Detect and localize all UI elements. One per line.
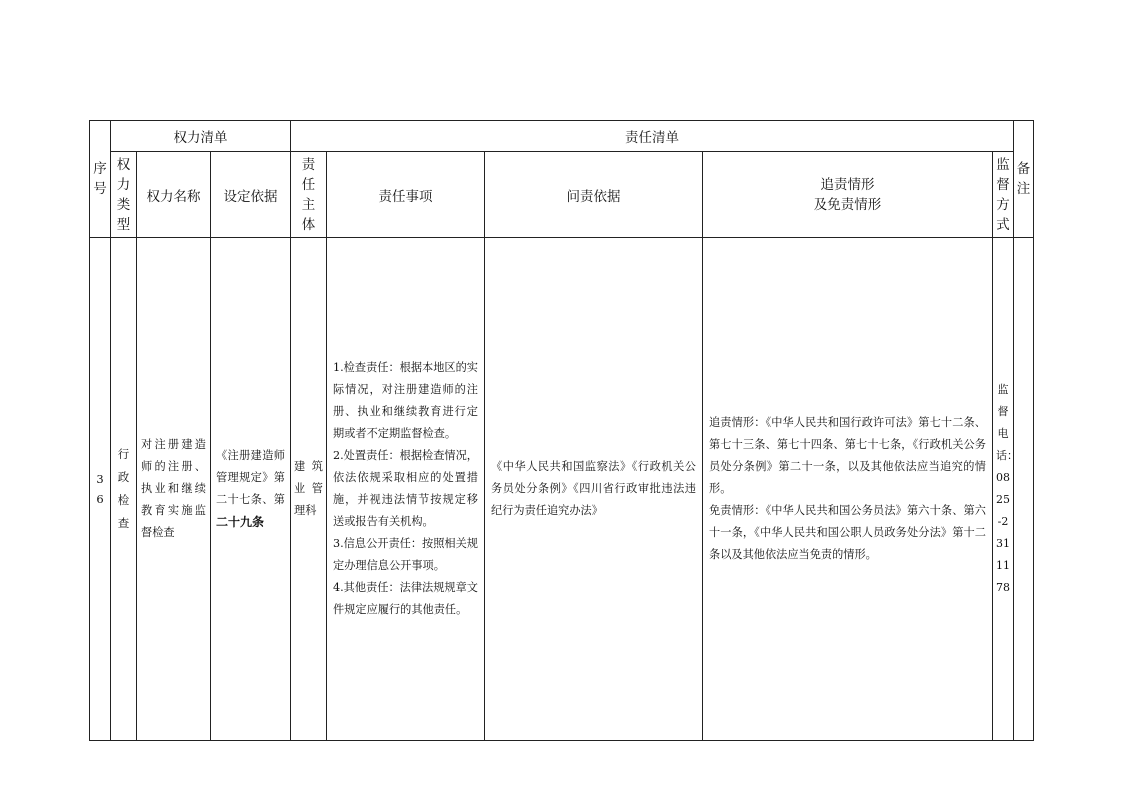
row-power-name (137, 238, 210, 740)
header-account-basis (485, 152, 702, 237)
row-basis-text: 《注册建造师管理规定》第二十七条、第 (216, 448, 285, 506)
header-pursue-line1: 追责情形 (820, 176, 875, 193)
row-basis (211, 238, 290, 740)
header-power-name (137, 152, 210, 237)
row-seq-text: 36 (96, 472, 104, 506)
row-power-name-text: 对注册建造师的注册、执业和继续教育实施监督检查 (141, 438, 206, 539)
header-responsibility-list (291, 121, 1013, 151)
header-power-name-text: 权力名称 (146, 188, 201, 205)
header-responsibility-list-text: 责任清单 (625, 130, 679, 146)
header-pursue-line2: 及免责情形 (813, 196, 882, 213)
row-pursue-text: 追责情形：《中华人民共和国行政许可法》第七十二条、第七十三条、第七十四条、第七十七条，《行政机关公务员处分条例》第二十一条，以及其他依法应当追究的情形。 免责情形：《中华人民共和国公务员法》第六十条、第六十一条，《中华人民共和国公职人员政务处分法》第十二条以及其他依法应当免责的情形。 (709, 416, 986, 561)
row-supervise-text: 监督电话：0825-2311178 (996, 383, 1018, 594)
row-subject (291, 238, 326, 740)
header-basis (211, 152, 290, 237)
header-subject (291, 152, 326, 237)
row-power-type (111, 238, 136, 740)
row-remark (1014, 238, 1033, 740)
header-power-list (111, 121, 290, 151)
header-pursue (703, 152, 992, 237)
header-items-text: 责任事项 (378, 188, 433, 205)
header-supervise-text: 监督方式 (996, 156, 1010, 233)
row-items (327, 238, 484, 740)
row-items-text: 1.检查责任：根据本地区的实际情况，对注册建造师的注册、执业和继续教育进行定期或者不定期监督检查。 2.处置责任：根据检查情况，依法依规采取相应的处置措施，并视违法情节按规定移送或报告有关机构。 3.信息公开责任：按照相关规定办理信息公开事项。 4.其他责任：法律法规规章文件规定应履行的其他责任。 (333, 361, 478, 616)
header-remark-text: 备注 (1016, 161, 1031, 197)
header-seq (90, 121, 110, 237)
header-power-type (111, 152, 136, 237)
row-account-basis (485, 238, 702, 740)
header-power-list-text: 权力清单 (173, 130, 228, 146)
header-subject-text: 责任主体 (301, 156, 316, 233)
header-items (327, 152, 484, 237)
row-power-type-text: 行政检查 (117, 447, 130, 530)
header-account-basis-text: 问责依据 (566, 188, 621, 205)
row-subject-text: 建筑业管理科 (294, 460, 323, 517)
row-supervise (993, 238, 1018, 740)
header-basis-text: 设定依据 (223, 188, 278, 205)
row-account-basis-text: 《中华人民共和国监察法》《行政机关公务员处分条例》《四川省行政审批违法违纪行为责任追究办法》 (491, 460, 696, 517)
row-basis-wrap (216, 445, 285, 534)
header-seq-text: 序号 (93, 161, 107, 197)
row-basis-bold-text: 二十九条 (216, 514, 265, 529)
header-remark (1014, 121, 1033, 237)
header-supervise (993, 152, 1013, 237)
row-pursue (703, 238, 992, 740)
header-power-type-text: 权力类型 (116, 156, 131, 233)
row-seq (90, 238, 110, 740)
